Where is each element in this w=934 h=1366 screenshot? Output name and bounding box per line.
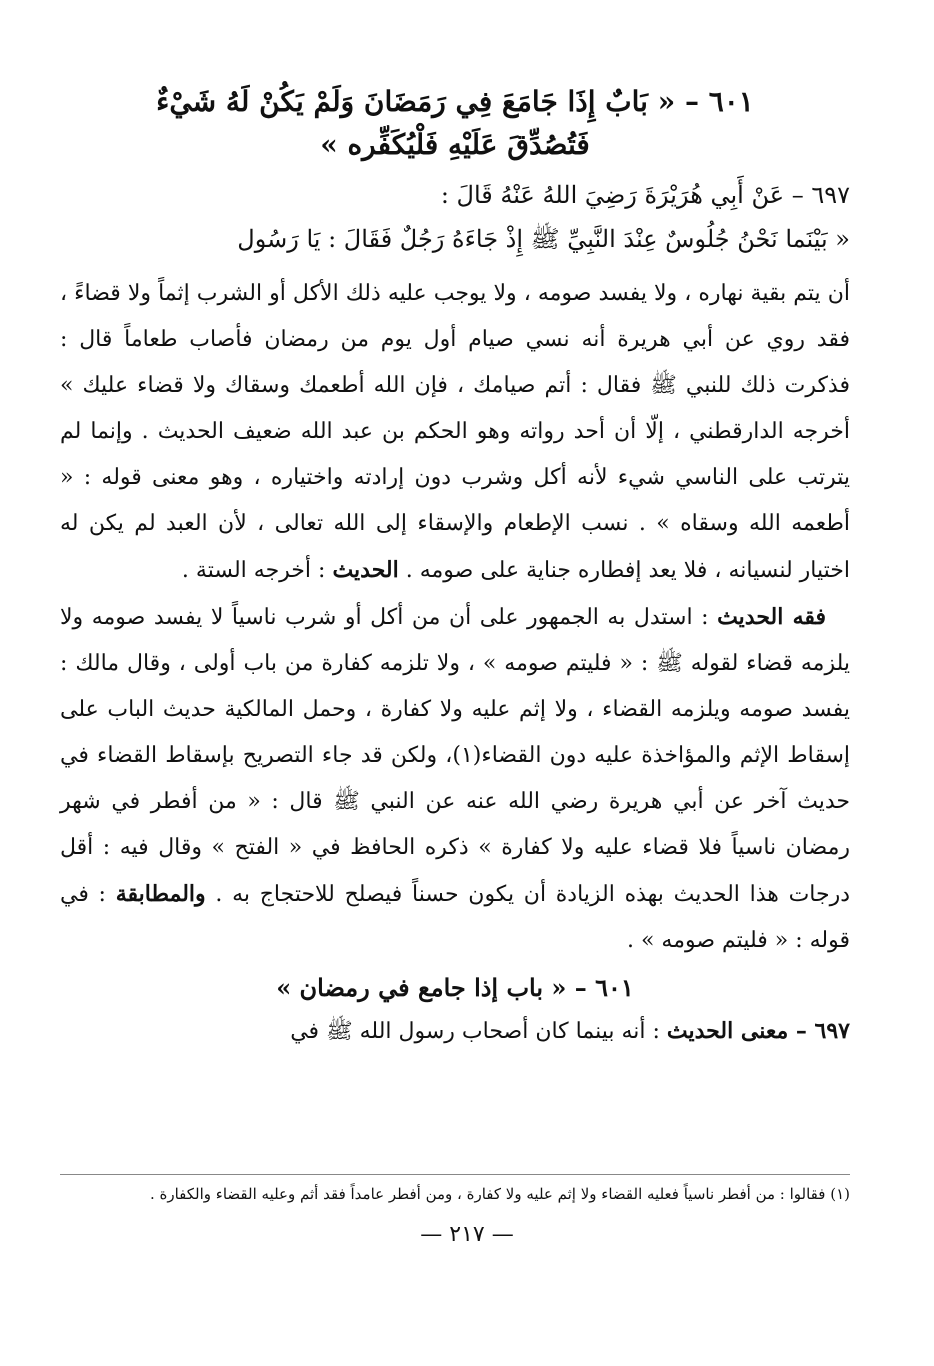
hadith-text: « بَيْنَما نَحْنُ جُلُوسٌ عِنْدَ النَّبِيِّ ﷺ إِذْ جَاءَهُ رَجُلٌ فَقَالَ : يَا رَسُول	[237, 224, 850, 253]
sub-chapter-title: ٦٠١ – « باب إذا جامع في رمضان »	[276, 972, 634, 1002]
hadith-intro: ٦٩٧ – عَنْ أَبِي هُرَيْرَةَ رَضِيَ اللهُ عَنْهُ قَالَ :	[440, 180, 850, 209]
commentary	[60, 271, 850, 964]
next-hadith-label: ٦٩٧ – معنى الحديث	[666, 1017, 850, 1044]
fiqh-label: فقه الحديث	[717, 603, 827, 630]
chapter-title-line2: فَتُصُدِّقَ عَلَيْهِ فَلْيُكَفِّره »	[320, 128, 590, 162]
commentary-paragraph-1	[60, 271, 850, 594]
commentary-paragraph-2	[60, 594, 850, 964]
next-hadith-text: : أنه بينما كان أصحاب رسول الله ﷺ في	[290, 1018, 660, 1044]
commentary-text-1: أن يتم بقية نهاره ، ولا يفسد صومه ، ولا يوجب عليه ذلك الأكل أو الشرب إثماً ولا قضاءً ، فقد روي عن أبي هريرة أنه نسي صيام أول يوم من رمضان فأصاب طعاماً قال : فذكرت ذلك للنبي ﷺ فقال : أتم صيامك ، فإن الله أطعمك وسقاك ولا قضاء عليك » أخرجه الدارقطني ، إلّا أن أحد رواته وهو الحكم بن عبد الله ضعيف الحديث . وإنما لم يترتب على الناسي شيء لأنه أكل وشرب دون إرادته واختياره ، وهو معنى قوله : « أطعمه الله وسقاه » . نسب الإطعام والإسقاء إلى الله تعالى ، لأن العبد لم يكن له اختيار لنسيانه ، فلا يعد إفطاره جناية على صومه .	[60, 280, 850, 583]
correspondence-label: والمطابقة	[115, 880, 206, 907]
chapter-title	[60, 80, 850, 167]
chapter-title-line1: ٦٠١ – « بَابٌ إِذَا جَامَعَ فِي رَمَضَانَ وَلَمْ يَكُنْ لَهُ شَيْءٌ	[156, 85, 754, 118]
page-number: — ٢١٧ —	[420, 1222, 514, 1247]
hadith-source-label: الحديث	[332, 556, 399, 583]
fiqh-text: : استدل به الجمهور على أن من أكل أو شرب ناسياً لا يفسد صومه ولا يلزمه قضاء لقوله ﷺ : « فليتم صومه » ، ولا تلزمه كفارة من باب أولى ، وقال مالك : يفسد صومه ويلزمه القضاء ، ولا إثم عليه ولا كفارة ، وحمل المالكية حديث الباب على إسقاط الإثم والمؤاخذة عليه دون القضاء(١)، ولكن قد جاء التصريح بإسقاط القضاء في حديث آخر عن أبي هريرة رضي الله عنه عن النبي ﷺ قال : « من أفطر في شهر رمضان ناسياً فلا قضاء عليه ولا كفارة » ذكره الحافظ في « الفتح » وقال فيه : أقل درجات هذا الحديث بهذه الزيادة أن يكون حسناً فيصلح للاحتجاج به .	[60, 604, 851, 907]
hadith-source-text: : أخرجه الستة .	[181, 557, 326, 583]
correspondence-text: : في قوله : « فليتم صومه » .	[60, 881, 850, 953]
footnote: (١) فقالوا : من أفطر ناسياً فعليه القضاء ولا إثم عليه ولا كفارة ، ومن أفطر عامداً فقد أثم وعليه القضاء والكفارة .	[149, 1185, 850, 1203]
footnote-divider	[60, 1174, 850, 1175]
page-body	[60, 80, 850, 1055]
next-hadith-line	[60, 1008, 850, 1055]
